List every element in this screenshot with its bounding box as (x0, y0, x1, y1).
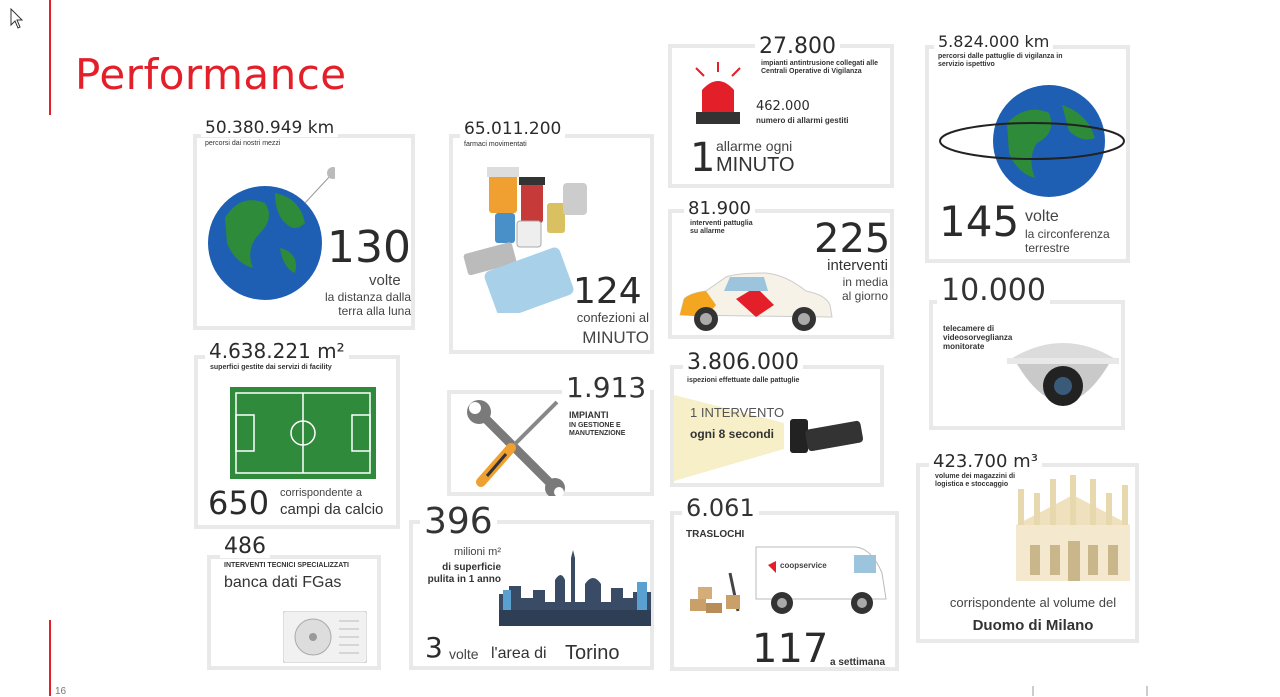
earth-moon-icon (205, 163, 335, 303)
patrol-value: 5.824.000 km (934, 34, 1053, 50)
siren-icon (688, 62, 748, 132)
medicines-value: 65.011.200 (460, 121, 565, 138)
relocations-desc: TRASLOCHI (686, 529, 745, 540)
van-icon (686, 543, 892, 621)
card-cameras (929, 300, 1125, 430)
relocations-brand: coopservice (780, 561, 827, 570)
surfaces-multiplier: 650 (208, 484, 270, 522)
torino-sub1: l'area di (491, 645, 547, 662)
patrol-desc: percorsi dalle pattuglie di vigilanza in servizio ispettivo (934, 53, 1092, 69)
km-value: 50.380.949 km (201, 120, 338, 137)
medicines-sub1: confezioni al (576, 310, 649, 325)
inspections-sub2: ogni 8 secondi (690, 427, 775, 441)
interventions-value: 81.900 (684, 200, 755, 218)
interventions-multiplier: 225 (814, 216, 891, 262)
earth-orbit-icon (937, 83, 1127, 203)
cameras-value: 10.000 (937, 276, 1050, 306)
intrusion-value: 27.800 (755, 36, 840, 58)
air-conditioner-icon (283, 611, 367, 663)
card-surfaces (194, 355, 400, 529)
warehouses-desc: volume dei magazzini di logistica e stoccaggio (931, 473, 1039, 489)
fgas-desc: INTERVENTI TECNICI SPECIALIZZATI (220, 562, 353, 570)
intrusion-value2: 462.000 (756, 99, 810, 114)
interventions-desc: interventi pattuglia su allarme (686, 220, 764, 236)
inspections-value: 3.806.000 (683, 352, 803, 374)
surfaces-value: 4.638.221 m² (205, 341, 349, 361)
patrol-unit: volte (1025, 208, 1059, 225)
torino-skyline-icon (499, 550, 651, 626)
interventions-unit: interventi (827, 257, 888, 274)
inspections-sub1: 1 INTERVENTO (690, 405, 785, 420)
warehouses-sub2: Duomo di Milano (972, 617, 1094, 634)
card-torino (409, 520, 654, 670)
accent-line-top (49, 0, 51, 115)
km-desc: percorsi dai nostri mezzi (201, 140, 284, 148)
surfaces-sub2: campi da calcio (280, 501, 384, 518)
intrusion-sub2: MINUTO (716, 154, 795, 176)
intrusion-desc: impianti antintrusione collegati alle Centrali Operative di Vigilanza (757, 60, 890, 76)
plants-desc2: IN GESTIONE E MANUTENZIONE (569, 422, 626, 438)
km-multiplier: 130 (327, 222, 411, 273)
intrusion-sub1: allarme ogni (716, 138, 793, 154)
card-medicines (449, 134, 654, 354)
tools-icon (461, 396, 571, 496)
patrol-sub: la circonferenza terrestre (1025, 227, 1110, 256)
page-number: 16 (55, 686, 67, 697)
security-camera-icon (1003, 330, 1123, 424)
torino-unit: volte (449, 646, 479, 662)
cameras-desc: telecamere di videosorveglianza monitorate (943, 324, 1013, 352)
intrusion-multiplier: 1 (690, 135, 716, 181)
medicines-multiplier: 124 (573, 271, 642, 312)
fgas-sub: banca dati FGas (220, 574, 345, 592)
warehouses-value: 423.700 m³ (929, 453, 1042, 471)
card-patrol-km (925, 45, 1130, 263)
card-warehouses (916, 463, 1139, 643)
torino-sub2: Torino (565, 642, 620, 664)
warehouses-sub1: corrispondente al volume del (949, 595, 1117, 610)
torino-value: 396 (420, 504, 497, 540)
football-field-icon (230, 387, 376, 479)
duomo-icon (1010, 475, 1136, 585)
km-sub: la distanza dalla terra alla luna (324, 290, 411, 319)
surfaces-desc: superfici gestite dai servizi di facility (206, 364, 336, 372)
relocations-multiplier: 117 (752, 626, 829, 672)
accent-line-bottom (49, 620, 51, 696)
footer-tick (1032, 686, 1034, 696)
surfaces-sub1: corrispondente a (280, 487, 362, 499)
torino-desc2: di superficie pulita in 1 anno (427, 562, 501, 585)
interventions-sub: in media al giorno (841, 275, 888, 304)
card-km-travelled (193, 134, 415, 330)
car-icon (676, 265, 836, 337)
intrusion-desc2: numero di allarmi gestiti (756, 116, 849, 125)
medicines-sub2: MINUTO (582, 328, 649, 347)
km-unit: volte (369, 272, 401, 289)
relocations-sub: a settimana (830, 657, 886, 668)
card-plants (447, 390, 654, 496)
cursor-icon (10, 8, 24, 30)
plants-value: 1.913 (562, 374, 650, 402)
torino-desc1: milioni m² (453, 546, 501, 558)
plants-desc1: IMPIANTI (569, 410, 609, 420)
card-relocations (670, 511, 899, 671)
inspections-desc: ispezioni effettuate dalle pattuglie (683, 377, 803, 385)
torino-multiplier: 3 (425, 631, 443, 664)
medicines-desc: farmaci movimentati (460, 141, 531, 148)
card-fgas (207, 555, 381, 670)
footer-tick (1146, 686, 1148, 696)
fgas-value: 486 (220, 536, 270, 558)
page-title: Performance (75, 50, 347, 99)
relocations-value: 6.061 (682, 496, 759, 520)
patrol-multiplier: 145 (939, 197, 1020, 246)
